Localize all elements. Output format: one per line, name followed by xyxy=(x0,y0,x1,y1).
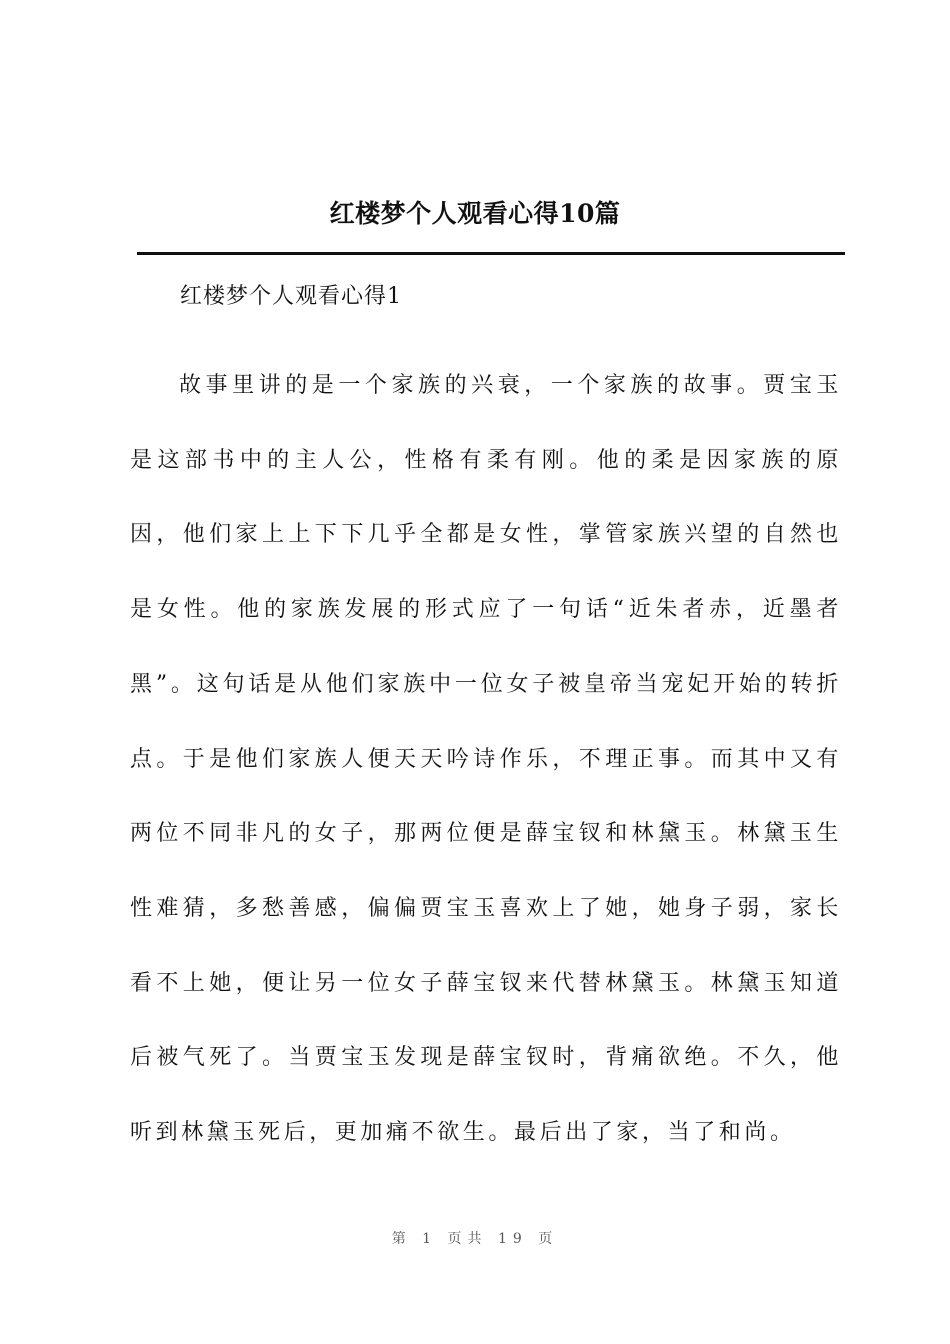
title-divider xyxy=(137,252,845,255)
page-number-footer: 第 1 页共 19 页 xyxy=(391,1231,559,1247)
document-title: 红楼梦个人观看心得10篇 xyxy=(329,199,621,228)
section-heading: 红楼梦个人观看心得1 xyxy=(180,284,402,309)
body-paragraph: 故事里讲的是一个家族的兴衰，一个家族的故事。贾宝玉是这部书中的主人公，性格有柔有刚。他的柔是因家族的原因，他们家上上下下几乎全都是女性，掌管家族兴望的自然也是女性。他的家族发展的形式应了一句话“近朱者赤，近墨者黑”。这句话是从他们家族中一位女子被皇帝当宠妃开始的转折点。于是他们家族人便天天吟诗作乐，不理正事。而其中又有两位不同非凡的女子，那两位便是薛宝钗和林黛玉。林黛玉生性难猜，多愁善感，偏偏贾宝玉喜欢上了她，她身子弱，家长看不上她，便让另一位女子薛宝钗来代替林黛玉。林黛玉知道后被气死了。当贾宝玉发现是薛宝钗时，背痛欲绝。不久，他听到林黛玉死后，更加痛不欲生。最后出了家，当了和尚。 xyxy=(130,373,842,1146)
